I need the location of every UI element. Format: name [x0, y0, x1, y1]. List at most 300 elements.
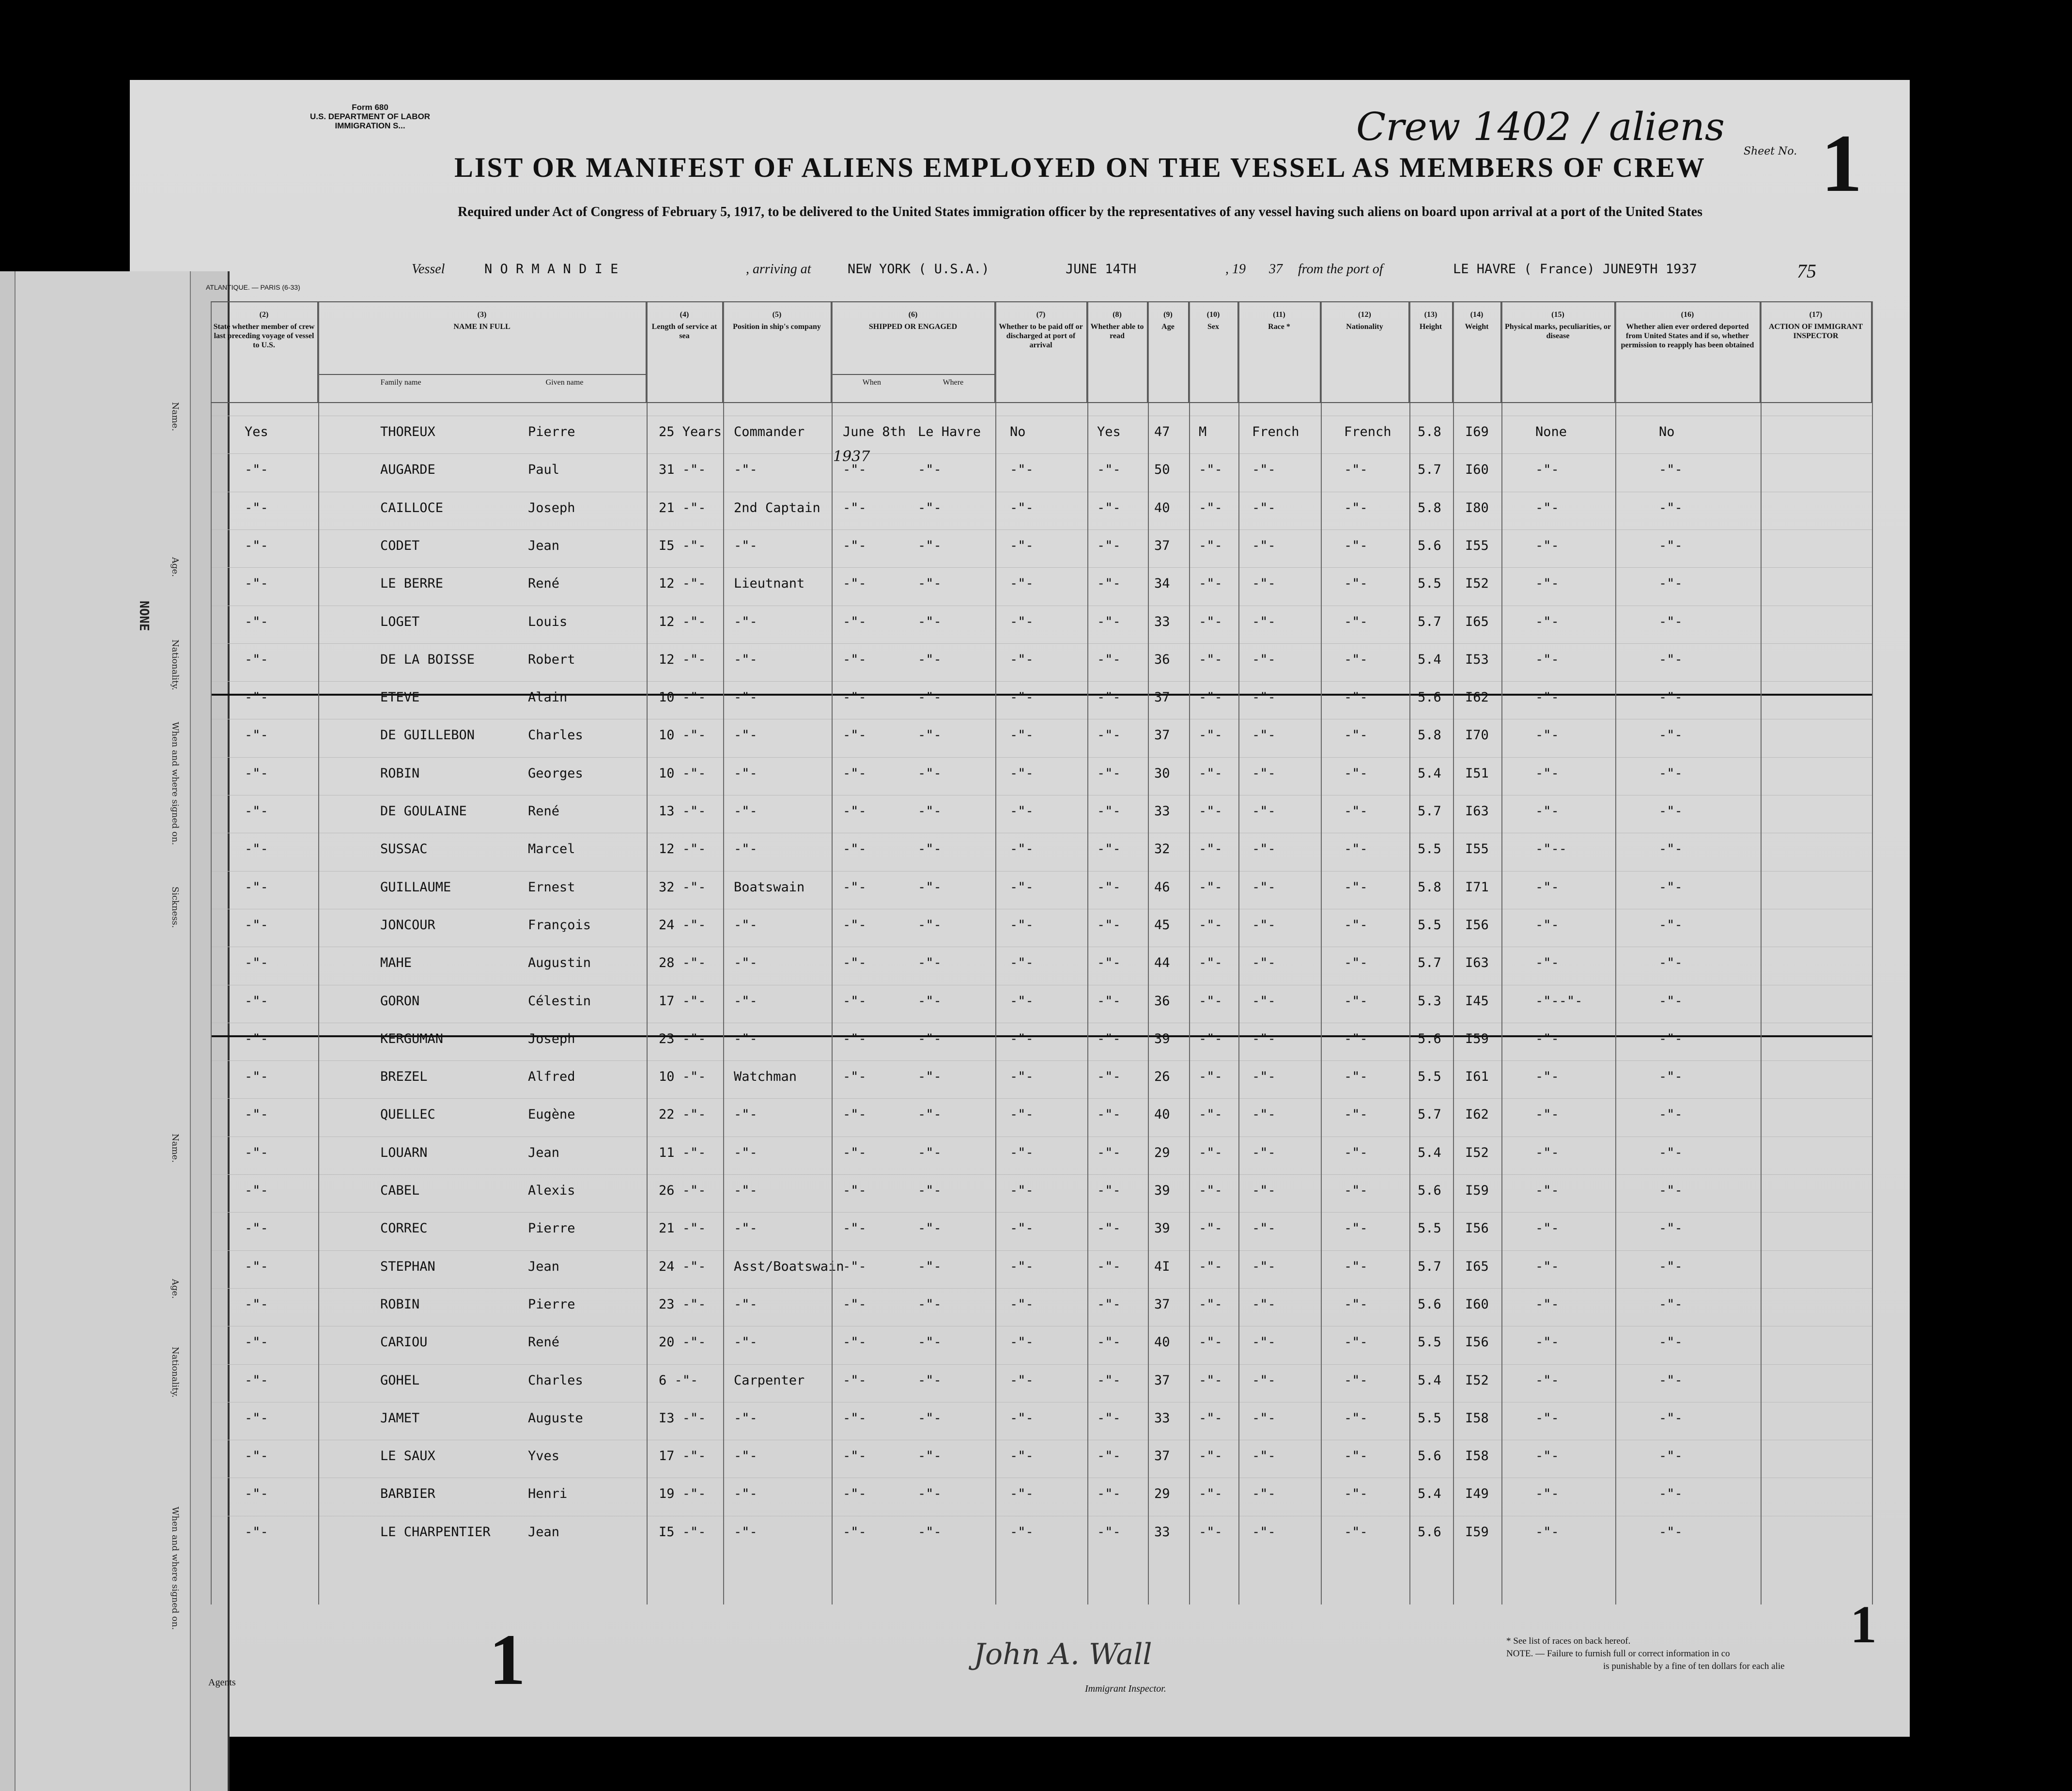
cell-nationality: -"-: [1344, 500, 1368, 515]
cell-race: -"-: [1252, 1183, 1276, 1198]
cell-age: 46: [1154, 879, 1170, 895]
cell-when: -"-: [843, 1335, 866, 1350]
cell-when: -"-: [843, 728, 866, 743]
cell-nationality: -"-: [1344, 1335, 1368, 1350]
cell-height: 5.6: [1418, 690, 1441, 705]
cell-marks: -"-: [1535, 1259, 1559, 1274]
cell-weight: I65: [1465, 614, 1489, 629]
cell-race: -"-: [1252, 614, 1276, 629]
cell-prev: -"-: [245, 1069, 268, 1085]
cell-height: 5.5: [1418, 917, 1441, 933]
cell-given: René: [528, 804, 560, 819]
cell-age: 44: [1154, 955, 1170, 971]
cell-position: -"-: [734, 1183, 758, 1198]
cell-nationality: -"-: [1344, 690, 1368, 705]
cell-weight: I51: [1465, 765, 1489, 781]
cell-height: 5.8: [1418, 424, 1441, 439]
form-number: Form 680: [352, 103, 388, 112]
cell-position: 2nd Captain: [734, 500, 820, 515]
column-number: (16): [1681, 311, 1694, 319]
cell-height: 5.4: [1418, 1486, 1441, 1502]
cell-given: Paul: [528, 462, 560, 478]
cell-family: LE CHARPENTIER: [380, 1524, 491, 1540]
column-divider: [1761, 301, 1762, 1604]
cell-service: 17 -"-: [659, 1448, 706, 1464]
cell-height: 5.8: [1418, 500, 1441, 515]
folded-back-sheet: [0, 271, 230, 1791]
cell-read: -"-: [1097, 728, 1121, 743]
cell-weight: I69: [1465, 424, 1489, 439]
cell-when: -"-: [843, 1448, 866, 1464]
cell-weight: I71: [1465, 879, 1489, 895]
cell-deported: -"-: [1659, 1486, 1683, 1502]
cell-service: 22 -"-: [659, 1107, 706, 1122]
column-label: Whether to be paid off or discharged at port of arrival: [999, 323, 1083, 349]
cell-where: -"-: [918, 841, 942, 857]
column-subheader: When: [862, 378, 881, 387]
cell-age: 37: [1154, 728, 1170, 743]
cell-given: Jean: [528, 1145, 560, 1160]
cell-when: -"-: [843, 804, 866, 819]
cell-prev: -"-: [245, 1448, 268, 1464]
cell-read: -"-: [1097, 1486, 1121, 1502]
cell-sex: -"-: [1199, 1335, 1222, 1350]
column-label: NAME IN FULL: [453, 323, 510, 331]
cell-position: -"-: [734, 993, 758, 1009]
cell-read: -"-: [1097, 652, 1121, 667]
cell-prev: -"-: [245, 728, 268, 743]
cell-weight: I56: [1465, 917, 1489, 933]
cell-weight: I63: [1465, 955, 1489, 971]
cell-nationality: -"-: [1344, 1410, 1368, 1426]
cell-paid: -"-: [1010, 1448, 1034, 1464]
cell-deported: -"-: [1659, 804, 1683, 819]
cell-service: 10 -"-: [659, 728, 706, 743]
cell-deported: -"-: [1659, 1183, 1683, 1198]
cell-marks: -"-: [1535, 917, 1559, 933]
column-number: (15): [1551, 311, 1564, 319]
cell-nationality: -"-: [1344, 917, 1368, 933]
cell-prev: -"-: [245, 1372, 268, 1388]
cell-age: 39: [1154, 1221, 1170, 1236]
inspector-label: Immigrant Inspector.: [1085, 1683, 1166, 1694]
column-number: (5): [772, 311, 782, 319]
footnote-races: * See list of races on back hereof.: [1506, 1636, 1631, 1646]
row-rule: [211, 757, 1872, 758]
cell-position: -"-: [734, 1145, 758, 1160]
column-divider: [1409, 301, 1410, 1604]
cell-where: -"-: [918, 500, 942, 515]
cell-deported: -"-: [1659, 955, 1683, 971]
cell-given: Charles: [528, 728, 583, 743]
cell-given: René: [528, 1335, 560, 1350]
cell-when: -"-: [843, 1145, 866, 1160]
column-label: Sex: [1207, 323, 1219, 331]
cell-prev: -"-: [245, 1410, 268, 1426]
cell-given: Alexis: [528, 1183, 575, 1198]
cell-deported: -"-: [1659, 614, 1683, 629]
column-label: Nationality: [1346, 323, 1383, 331]
cell-read: -"-: [1097, 1221, 1121, 1236]
cell-family: CORREC: [380, 1221, 428, 1236]
cell-marks: -"-: [1535, 538, 1559, 553]
cell-when: -"-: [843, 462, 866, 478]
cell-deported: -"-: [1659, 765, 1683, 781]
cell-given: Jean: [528, 1259, 560, 1274]
cell-sex: -"-: [1199, 1031, 1222, 1046]
handwritten-year: 1937: [833, 448, 870, 465]
cell-given: Ernest: [528, 879, 575, 895]
row-rule: [211, 643, 1872, 644]
cell-race: -"-: [1252, 765, 1276, 781]
cell-paid: -"-: [1010, 765, 1034, 781]
table-top-rule: [211, 301, 1872, 302]
cell-race: -"-: [1252, 1145, 1276, 1160]
cell-given: Célestin: [528, 993, 591, 1009]
column-header-14: [1453, 301, 1501, 402]
footnote-note: NOTE. — Failure to furnish full or correct information in co: [1506, 1649, 1730, 1659]
cell-where: -"-: [918, 1372, 942, 1388]
header-rule: [211, 402, 1872, 403]
column-divider: [647, 301, 648, 1604]
column-header-16: [1615, 301, 1761, 402]
cell-age: 34: [1154, 576, 1170, 592]
cell-prev: -"-: [245, 538, 268, 553]
cell-marks: -"-: [1535, 1145, 1559, 1160]
cell-nationality: -"-: [1344, 1448, 1368, 1464]
cell-sex: -"-: [1199, 1410, 1222, 1426]
cell-height: 5.5: [1418, 1069, 1441, 1085]
cell-marks: -"-: [1535, 1069, 1559, 1085]
cell-marks: -"-: [1535, 690, 1559, 705]
cell-sex: -"-: [1199, 1448, 1222, 1464]
cell-given: Joseph: [528, 500, 575, 515]
cell-service: 31 -"-: [659, 462, 706, 478]
cell-read: -"-: [1097, 1069, 1121, 1085]
cell-read: -"-: [1097, 576, 1121, 592]
cell-family: CODET: [380, 538, 420, 553]
column-subheader: Given name: [545, 378, 584, 387]
cell-age: 26: [1154, 1069, 1170, 1085]
cell-height: 5.7: [1418, 804, 1441, 819]
cell-deported: -"-: [1659, 538, 1683, 553]
cell-age: 50: [1154, 462, 1170, 478]
cell-where: -"-: [918, 1296, 942, 1312]
cell-sex: -"-: [1199, 690, 1222, 705]
cell-weight: I60: [1465, 462, 1489, 478]
footnotes: [1506, 1635, 1785, 1673]
cell-given: Yves: [528, 1448, 560, 1464]
cell-weight: I80: [1465, 500, 1489, 515]
cell-where: -"-: [918, 804, 942, 819]
cell-family: QUELLEC: [380, 1107, 435, 1122]
cell-sex: -"-: [1199, 1221, 1222, 1236]
cell-where: -"-: [918, 955, 942, 971]
cell-height: 5.8: [1418, 728, 1441, 743]
cell-given: Charles: [528, 1372, 583, 1388]
cell-weight: I60: [1465, 1296, 1489, 1312]
cell-service: 19 -"-: [659, 1486, 706, 1502]
row-rule: [211, 1060, 1872, 1061]
cell-weight: I70: [1465, 728, 1489, 743]
cell-nationality: -"-: [1344, 1524, 1368, 1540]
cell-when: -"-: [843, 993, 866, 1009]
cell-where: -"-: [918, 993, 942, 1009]
cell-deported: -"-: [1659, 1524, 1683, 1540]
cell-position: Watchman: [734, 1069, 797, 1085]
row-rule: [211, 1364, 1872, 1365]
cell-nationality: -"-: [1344, 728, 1368, 743]
cell-family: BREZEL: [380, 1069, 428, 1085]
cell-prev: -"-: [245, 1259, 268, 1274]
arrival-date: JUNE 14TH: [1066, 262, 1137, 277]
cell-height: 5.5: [1418, 841, 1441, 857]
cell-prev: -"-: [245, 917, 268, 933]
cell-nationality: -"-: [1344, 1372, 1368, 1388]
cell-where: -"-: [918, 614, 942, 629]
cell-family: JAMET: [380, 1410, 420, 1426]
cell-family: GORON: [380, 993, 420, 1009]
cell-marks: -"-: [1535, 728, 1559, 743]
cell-marks: -"-: [1535, 1448, 1559, 1464]
cell-height: 5.4: [1418, 1145, 1441, 1160]
cell-when: -"-: [843, 576, 866, 592]
cell-race: -"-: [1252, 1259, 1276, 1274]
cell-marks: -"-: [1535, 955, 1559, 971]
cell-marks: -"--: [1535, 841, 1567, 857]
cell-sex: -"-: [1199, 955, 1222, 971]
cell-nationality: -"-: [1344, 1069, 1368, 1085]
cell-when: -"-: [843, 652, 866, 667]
column-label: ACTION OF IMMIGRANT INSPECTOR: [1768, 323, 1863, 340]
cell-service: 12 -"-: [659, 841, 706, 857]
cell-read: -"-: [1097, 1448, 1121, 1464]
cell-weight: I45: [1465, 993, 1489, 1009]
cell-sex: -"-: [1199, 1524, 1222, 1540]
cell-service: 23 -"-: [659, 1031, 706, 1046]
cell-age: 33: [1154, 1410, 1170, 1426]
column-divider: [1087, 301, 1088, 1604]
arriving-port: NEW YORK ( U.S.A.): [848, 262, 990, 277]
cell-nationality: -"-: [1344, 1145, 1368, 1160]
cell-where: -"-: [918, 1259, 942, 1274]
cell-marks: -"-: [1535, 1107, 1559, 1122]
cell-given: Jean: [528, 538, 560, 553]
cell-paid: -"-: [1010, 500, 1034, 515]
form-service: IMMIGRATION S...: [335, 121, 405, 130]
form-id-block: [310, 103, 430, 130]
column-number: (17): [1809, 311, 1823, 319]
cell-prev: -"-: [245, 1524, 268, 1540]
cell-age: 33: [1154, 1524, 1170, 1540]
cell-read: -"-: [1097, 1031, 1121, 1046]
vessel-line: [412, 262, 1865, 281]
cell-where: -"-: [918, 728, 942, 743]
cell-service: 20 -"-: [659, 1335, 706, 1350]
cell-family: SUSSAC: [380, 841, 428, 857]
cell-service: 26 -"-: [659, 1183, 706, 1198]
cell-when: -"-: [843, 1372, 866, 1388]
cell-family: CAILLOCE: [380, 500, 444, 515]
cell-height: 5.5: [1418, 1221, 1441, 1236]
cell-weight: I63: [1465, 804, 1489, 819]
cell-sex: -"-: [1199, 804, 1222, 819]
cell-family: LOGET: [380, 614, 420, 629]
cell-marks: -"-: [1535, 765, 1559, 781]
cell-when: -"-: [843, 690, 866, 705]
cell-nationality: -"-: [1344, 1107, 1368, 1122]
cell-nationality: -"-: [1344, 1259, 1368, 1274]
cell-marks: -"-: [1535, 576, 1559, 592]
cell-weight: I49: [1465, 1486, 1489, 1502]
cell-weight: I65: [1465, 1259, 1489, 1274]
cell-weight: I61: [1465, 1069, 1489, 1085]
column-header-6: [832, 301, 995, 402]
cell-where: -"-: [918, 1524, 942, 1540]
cell-race: -"-: [1252, 652, 1276, 667]
cell-nationality: -"-: [1344, 841, 1368, 857]
cell-read: -"-: [1097, 1410, 1121, 1426]
cell-when: -"-: [843, 1183, 866, 1198]
cell-age: 40: [1154, 500, 1170, 515]
cell-where: Le Havre: [918, 424, 981, 439]
back-stamp-none: NONE: [137, 601, 151, 631]
cell-age: 30: [1154, 765, 1170, 781]
back-label-signed-on-2: When and where signed on.: [170, 1507, 180, 1630]
cell-family: AUGARDE: [380, 462, 435, 478]
cell-nationality: -"-: [1344, 765, 1368, 781]
cell-when: -"-: [843, 1221, 866, 1236]
cell-nationality: -"-: [1344, 652, 1368, 667]
cell-paid: -"-: [1010, 690, 1034, 705]
cell-prev: -"-: [245, 500, 268, 515]
cell-deported: -"-: [1659, 500, 1683, 515]
column-divider: [1321, 301, 1322, 1604]
cell-age: 33: [1154, 804, 1170, 819]
cell-height: 5.4: [1418, 1372, 1441, 1388]
column-label: Height: [1419, 323, 1442, 331]
cell-marks: -"-: [1535, 1524, 1559, 1540]
cell-paid: -"-: [1010, 576, 1034, 592]
printer-mark: ATLANTIQUE. — PARIS (6-33): [206, 283, 300, 291]
cell-family: DE GUILLEBON: [380, 728, 475, 743]
cell-prev: -"-: [245, 879, 268, 895]
cell-read: -"-: [1097, 500, 1121, 515]
cell-read: Yes: [1097, 424, 1121, 439]
cell-read: -"-: [1097, 1335, 1121, 1350]
cell-sex: -"-: [1199, 917, 1222, 933]
cell-height: 5.7: [1418, 1259, 1441, 1274]
cell-given: Alain: [528, 690, 568, 705]
cell-nationality: -"-: [1344, 1183, 1368, 1198]
cell-sex: -"-: [1199, 538, 1222, 553]
cell-marks: -"-: [1535, 1221, 1559, 1236]
cell-family: CARIOU: [380, 1335, 428, 1350]
cell-position: -"-: [734, 614, 758, 629]
cell-marks: -"-: [1535, 652, 1559, 667]
column-divider: [1189, 301, 1190, 1604]
cell-race: -"-: [1252, 538, 1276, 553]
row-rule: [211, 1212, 1872, 1213]
cell-when: -"-: [843, 841, 866, 857]
cell-nationality: -"-: [1344, 955, 1368, 971]
cell-read: -"-: [1097, 1183, 1121, 1198]
cell-prev: -"-: [245, 1221, 268, 1236]
cell-nationality: -"-: [1344, 879, 1368, 895]
cell-nationality: -"-: [1344, 614, 1368, 629]
vessel-name: N O R M A N D I E: [484, 262, 619, 277]
tally-left: 1: [489, 1620, 526, 1700]
cell-race: -"-: [1252, 1031, 1276, 1046]
column-divider: [1238, 301, 1239, 1604]
cell-service: I5 -"-: [659, 538, 706, 553]
cell-read: -"-: [1097, 1259, 1121, 1274]
cell-position: -"-: [734, 1486, 758, 1502]
cell-weight: I59: [1465, 1524, 1489, 1540]
cell-height: 5.6: [1418, 1183, 1441, 1198]
cell-marks: -"-: [1535, 804, 1559, 819]
cell-weight: I52: [1465, 576, 1489, 592]
cell-prev: -"-: [245, 765, 268, 781]
cell-where: -"-: [918, 538, 942, 553]
cell-given: Pierre: [528, 1221, 575, 1236]
column-number: (11): [1273, 311, 1285, 319]
cell-where: -"-: [918, 765, 942, 781]
cell-paid: -"-: [1010, 728, 1034, 743]
cell-service: 21 -"-: [659, 500, 706, 515]
cell-prev: -"-: [245, 955, 268, 971]
column-label: State whether member of crew last preceding voyage of vessel to U.S.: [213, 323, 315, 349]
column-header-17: [1761, 301, 1872, 402]
cell-when: -"-: [843, 538, 866, 553]
cell-sex: -"-: [1199, 1145, 1222, 1160]
cell-service: 11 -"-: [659, 1145, 706, 1160]
cell-paid: -"-: [1010, 1296, 1034, 1312]
cell-paid: -"-: [1010, 614, 1034, 629]
cell-family: DE GOULAINE: [380, 804, 467, 819]
cell-position: -"-: [734, 690, 758, 705]
cell-deported: -"-: [1659, 1259, 1683, 1274]
cell-race: -"-: [1252, 690, 1276, 705]
cell-marks: -"-: [1535, 1486, 1559, 1502]
cell-position: -"-: [734, 1031, 758, 1046]
cell-service: I3 -"-: [659, 1410, 706, 1426]
cell-given: François: [528, 917, 591, 933]
cell-where: -"-: [918, 879, 942, 895]
cell-height: 5.7: [1418, 1107, 1441, 1122]
cell-read: -"-: [1097, 538, 1121, 553]
cell-read: -"-: [1097, 804, 1121, 819]
cell-prev: -"-: [245, 1335, 268, 1350]
column-subheader: Family name: [380, 378, 421, 387]
cell-paid: -"-: [1010, 1486, 1034, 1502]
cell-marks: -"-: [1535, 614, 1559, 629]
column-divider: [1872, 301, 1873, 1604]
cell-weight: I55: [1465, 538, 1489, 553]
cell-prev: -"-: [245, 841, 268, 857]
column-header-8: [1087, 301, 1148, 402]
column-label: Position in ship's company: [733, 323, 821, 331]
cell-position: -"-: [734, 462, 758, 478]
cell-race: -"-: [1252, 1221, 1276, 1236]
cell-sex: M: [1199, 424, 1207, 439]
cell-given: Joseph: [528, 1031, 575, 1046]
column-subheaders: [832, 374, 994, 387]
cell-service: 10 -"-: [659, 690, 706, 705]
cell-given: Eugène: [528, 1107, 575, 1122]
cell-where: -"-: [918, 1145, 942, 1160]
cell-age: 40: [1154, 1107, 1170, 1122]
